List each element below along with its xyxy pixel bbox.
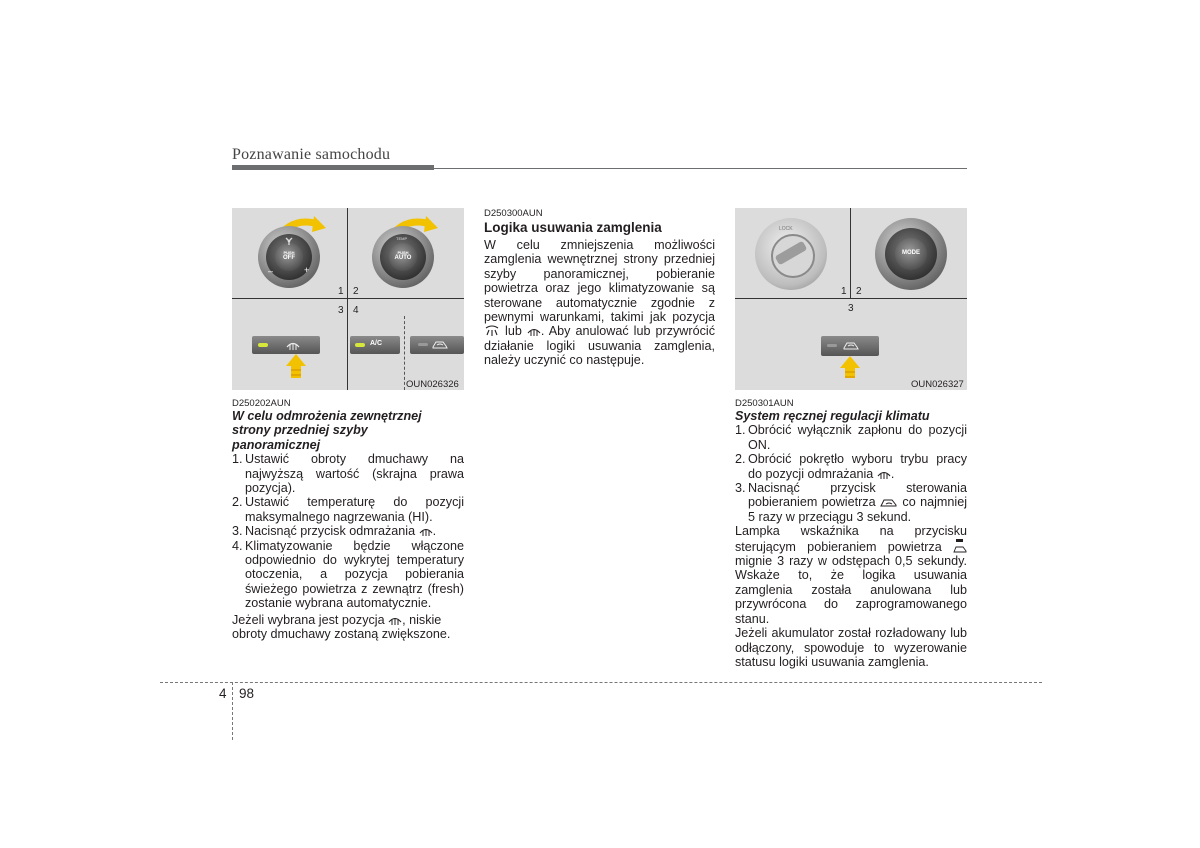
- list-item: [232, 452, 464, 495]
- figure-code: OUN026327: [911, 379, 964, 390]
- list-item: [232, 539, 464, 611]
- step-text-end: .: [890, 466, 895, 481]
- note-paragraph: [232, 613, 464, 642]
- fan-plus-mark: +: [304, 265, 310, 275]
- defog-paragraph: [484, 238, 715, 368]
- step-number: 4.: [232, 538, 243, 553]
- defrost-steps: [232, 452, 464, 610]
- air-intake-icon: [843, 339, 859, 351]
- step-number: 1.: [735, 423, 746, 438]
- step-text: Ustawić obroty dmuchawy na najwyższą wartość (skrajna prawa pozycja).: [245, 452, 464, 496]
- fan-knob-center: [275, 243, 303, 271]
- step-number: 3.: [735, 481, 746, 496]
- step-number: 2.: [232, 495, 243, 510]
- indicator-led-off: [827, 344, 837, 347]
- step-text: Obrócić wyłącznik zapłonu do pozycji ON.: [748, 423, 967, 452]
- figure-code: OUN026326: [406, 379, 459, 390]
- section-code: D250300AUN: [484, 208, 543, 219]
- note-text-end: , niskie obroty dmuchawy zostaną zwiększone.: [232, 612, 451, 642]
- section-heading: W celu odmrożenia zewnętrznej strony przedniej szyby panoramicznej: [232, 409, 422, 452]
- indicator-led-off: [418, 343, 428, 346]
- press-arrow-stem: [291, 366, 301, 378]
- step-text: Obrócić pokrętło wyboru trybu pracy do pozycji odmrażania: [748, 452, 967, 481]
- figure-divider-v: [850, 208, 851, 298]
- step-text: Nacisnąć przycisk odmrażania: [245, 524, 416, 539]
- figure-label-1: 1: [841, 286, 847, 297]
- figure-label-2: 2: [856, 286, 862, 297]
- paragraph-text-end: mignie 3 razy w odstępach 0,5 sekundy. Wskaże to, że logika usuwania zamglenia została anulowana lub przywrócona do zaprogramowanego stanu.: [735, 554, 967, 626]
- list-item: [232, 524, 464, 538]
- lock-label: LOCK: [779, 226, 793, 232]
- step-number: 3.: [232, 524, 243, 539]
- press-arrow-stem: [845, 368, 855, 378]
- note-text: Jeżeli wybrana jest pozycja: [232, 612, 385, 627]
- battery-paragraph: Jeżeli akumulator został rozładowany lub odłączony, spowoduje to wyzerowanie statusu logiki usuwania zamglenia.: [735, 626, 967, 669]
- running-header: Poznawanie samochodu: [232, 146, 391, 163]
- indicator-paragraph: [735, 524, 967, 626]
- fan-icon: [284, 237, 294, 245]
- figure-label-1: 1: [338, 286, 344, 297]
- chapter-number: 4: [219, 686, 227, 701]
- indicator-led: [258, 343, 268, 347]
- defrost-icon: [877, 468, 891, 480]
- figure-label-3: 3: [338, 305, 344, 316]
- cancel-logic-steps: [735, 423, 967, 524]
- air-intake-icon: [880, 496, 898, 508]
- defrost-icon: [388, 614, 402, 626]
- ac-label: A/C: [370, 340, 383, 347]
- temp-auto-label: AUTO: [394, 255, 412, 261]
- fan-minus-mark: –: [268, 266, 274, 276]
- press-arrow-icon: [286, 354, 306, 366]
- section-code: D250202AUN: [232, 398, 291, 409]
- fan-push-label: PUSH: [283, 250, 295, 255]
- footer-dashed-divider: [232, 682, 233, 740]
- figure-mode-intake-controls: [735, 208, 967, 390]
- temp-knob-center: [389, 243, 417, 271]
- header-rule: [232, 165, 434, 170]
- step-text-end: co najmniej 5 razy w przeciągu 3 sekund.: [748, 495, 968, 524]
- air-intake-indicator-icon: [953, 539, 967, 553]
- defrost-icon: [419, 525, 433, 537]
- mode-label: MODE: [902, 250, 920, 256]
- fan-off-label: OFF: [283, 255, 295, 261]
- step-number: 2.: [735, 452, 746, 467]
- figure-label-3: 3: [848, 303, 854, 314]
- temp-push-label: PUSH: [397, 250, 409, 255]
- floor-defrost-icon: [484, 325, 500, 337]
- press-arrow-icon: [840, 356, 860, 368]
- section-heading: System ręcznej regulacji klimatu: [735, 409, 930, 423]
- step-text: Klimatyzowanie będzie włączone odpowiednio do wykrytej temperatury otoczenia, a pozycja pobierania świeżego powietrza z zewnątrz (fresh) zostanie wybrana automatycznie.: [245, 538, 464, 611]
- figure-label-2: 2: [353, 286, 359, 297]
- footer-dashed-rule: [160, 682, 1042, 683]
- section-code: D250301AUN: [735, 398, 794, 409]
- figure-fan-temp-controls: [232, 208, 464, 390]
- mode-knob-center: [895, 238, 927, 270]
- defrost-icon: [286, 339, 300, 351]
- step-number: 1.: [232, 452, 243, 467]
- figure-divider-h: [735, 298, 967, 299]
- step-text-end: .: [432, 524, 437, 539]
- list-item: [735, 452, 967, 481]
- paragraph-text-lub: lub: [505, 324, 522, 339]
- page-number: 98: [239, 686, 255, 701]
- paragraph-text-end: . Aby anulować lub przywrócić działanie logiki usuwania zamglenia, należy uczynić co następuje.: [484, 324, 715, 368]
- section-heading: Logika usuwania zamglenia: [484, 220, 662, 235]
- figure-divider-h: [232, 298, 464, 299]
- air-intake-icon: [432, 338, 448, 350]
- list-item: [735, 481, 967, 524]
- temp-word-label: TEMP: [396, 236, 408, 241]
- indicator-led: [355, 343, 365, 347]
- paragraph-text: W celu zmniejszenia możliwości zamglenia wewnętrznej strony przedniej szyby panoramicznej, pobieranie powietrza oraz jego klimatyzowanie są sterowane automatycznie zgodnie z pewnymi warunkami, takimi jak pozycja: [484, 238, 715, 325]
- list-item: [735, 423, 967, 452]
- figure-divider-v: [347, 208, 348, 390]
- left-column: [232, 409, 464, 642]
- defrost-icon: [527, 325, 541, 337]
- figure-label-4: 4: [353, 305, 359, 316]
- right-column: [735, 409, 967, 669]
- header-rule-thin: [434, 168, 967, 169]
- step-text: Ustawić temperaturę do pozycji maksymalnego nagrzewania (HI).: [245, 495, 464, 524]
- step-text: Nacisnąć przycisk sterowania pobieraniem powietrza: [748, 481, 967, 510]
- list-item: [232, 495, 464, 524]
- paragraph-text: Lampka wskaźnika na przycisku sterującym pobieraniem powietrza: [735, 524, 967, 554]
- middle-column: [484, 238, 715, 368]
- figure-divider-dashed: [404, 316, 405, 390]
